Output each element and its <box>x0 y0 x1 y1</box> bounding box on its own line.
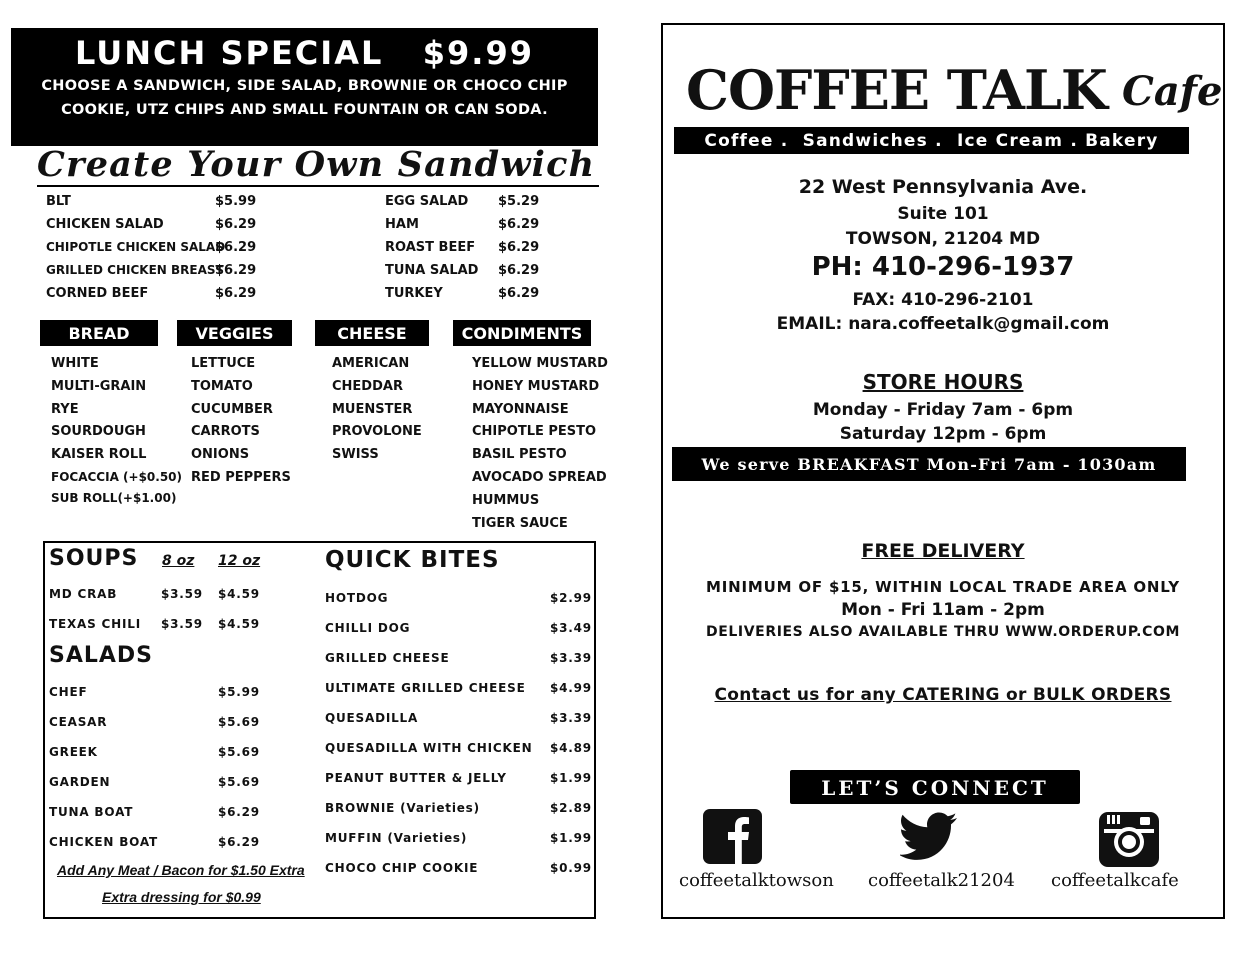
hours-saturday: Saturday 12pm - 6pm <box>839 424 1047 444</box>
lunch-special-line2: COOKIE, UTZ CHIPS AND SMALL FOUNTAIN OR CAN SODA. <box>61 102 548 118</box>
price: $6.29 <box>215 240 257 255</box>
soup-price-12oz: $4.59 <box>218 587 260 601</box>
create-sandwich-title: Create Your Own Sandwich <box>37 145 599 187</box>
quick-bite-price: $3.39 <box>550 711 592 725</box>
price: $5.29 <box>498 194 540 209</box>
list-item: ONIONS <box>191 447 250 463</box>
list-item: RED PEPPERS <box>191 469 291 485</box>
list-item: HUMMUS <box>472 492 540 508</box>
salad-name: GREEK <box>49 745 98 759</box>
list-item: FOCACCIA (+$0.50) <box>51 469 183 484</box>
cafe-tagline: Coffee . Sandwiches . Ice Cream . Bakery <box>674 127 1189 154</box>
quick-bite-name: BROWNIE (Varieties) <box>325 801 480 815</box>
quick-bite-name: MUFFIN (Varieties) <box>325 831 468 845</box>
quick-bite-name: CHILLI DOG <box>325 621 411 635</box>
lets-connect-banner: LET’S CONNECT <box>790 770 1080 804</box>
delivery-orderup: DELIVERIES ALSO AVAILABLE THRU WWW.ORDERUP.COM <box>706 624 1180 640</box>
quick-bite-price: $4.99 <box>550 681 592 695</box>
quick-bite-price: $1.99 <box>550 831 592 845</box>
list-item: GRILLED CHICKEN BREAST <box>46 263 224 277</box>
salad-name: CHICKEN BOAT <box>49 835 159 849</box>
facebook-handle[interactable]: coffeetalktowson <box>679 870 834 891</box>
price: $6.29 <box>215 286 257 301</box>
salad-price: $5.69 <box>218 775 260 789</box>
store-hours-title: STORE HOURS <box>862 370 1024 394</box>
list-item: HAM <box>385 217 419 232</box>
quick-bite-price: $2.99 <box>550 591 592 605</box>
bread-list <box>51 353 182 509</box>
salad-name: TUNA BOAT <box>49 805 134 819</box>
address-line2: Suite 101 <box>897 204 989 224</box>
sandwich-names-right <box>385 190 478 305</box>
salad-price: $5.99 <box>218 685 260 699</box>
salad-name: CEASAR <box>49 715 108 729</box>
quick-bite-name: QUESADILLA WITH CHICKEN <box>325 741 533 755</box>
price: $6.29 <box>498 263 540 278</box>
list-item: AMERICAN <box>332 356 410 371</box>
list-item: BASIL PESTO <box>472 447 567 463</box>
list-item: TUNA SALAD <box>385 263 479 278</box>
bread-header: BREAD <box>40 320 158 346</box>
list-item: CUCUMBER <box>191 401 273 417</box>
sandwich-prices-left <box>215 190 256 305</box>
soups-title: SOUPS <box>49 546 139 571</box>
quick-bite-price: $1.99 <box>550 771 592 785</box>
free-delivery-title: FREE DELIVERY <box>861 540 1025 562</box>
list-item: YELLOW MUSTARD <box>472 356 608 371</box>
list-item: CORNED BEEF <box>46 286 149 301</box>
condiments-list <box>472 353 608 535</box>
list-item: WHITE <box>51 356 99 371</box>
list-item: MULTI-GRAIN <box>51 378 147 394</box>
quick-bite-name: CHOCO CHIP COOKIE <box>325 861 479 875</box>
quick-bite-price: $3.39 <box>550 651 592 665</box>
price: $6.29 <box>215 263 257 278</box>
price: $6.29 <box>215 217 257 232</box>
quick-bite-name: GRILLED CHEESE <box>325 651 450 665</box>
quick-bite-price: $0.99 <box>550 861 592 875</box>
phone-number: PH: 410-296-1937 <box>811 252 1075 282</box>
sandwich-prices-right <box>498 190 539 305</box>
condiments-header: CONDIMENTS <box>453 320 591 346</box>
list-item: AVOCADO SPREAD <box>472 469 607 485</box>
address-line3: TOWSON, 21204 MD <box>845 229 1041 249</box>
quick-bite-price: $2.89 <box>550 801 592 815</box>
cheese-list <box>332 353 422 467</box>
quick-bite-price: $3.49 <box>550 621 592 635</box>
delivery-minimum: MINIMUM OF $15, WITHIN LOCAL TRADE AREA ONLY <box>706 578 1180 596</box>
list-item: CHICKEN SALAD <box>46 217 164 232</box>
twitter-handle[interactable]: coffeetalk21204 <box>868 870 1015 891</box>
quick-bite-name: QUESADILLA <box>325 711 419 725</box>
list-item: HONEY MUSTARD <box>472 378 600 394</box>
soup-size-8oz: 8 oz <box>162 553 195 569</box>
lunch-special-banner <box>11 28 598 146</box>
email-address: EMAIL: nara.coffeetalk@gmail.com <box>776 314 1110 334</box>
lunch-special-title: LUNCH SPECIAL $9.99 <box>75 34 534 72</box>
salad-name: CHEF <box>49 685 88 699</box>
price: $5.99 <box>215 194 257 209</box>
list-item: MUENSTER <box>332 401 413 417</box>
salad-price: $6.29 <box>218 805 260 819</box>
cafe-name: COFFEE TALK <box>686 58 1107 122</box>
cheese-header: CHEESE <box>315 320 429 346</box>
twitter-icon[interactable] <box>900 812 958 860</box>
list-item: CHEDDAR <box>332 378 403 394</box>
list-item: KAISER ROLL <box>51 447 147 463</box>
list-item: RYE <box>51 401 79 417</box>
salad-price: $6.29 <box>218 835 260 849</box>
list-item: EGG SALAD <box>385 194 469 209</box>
salad-note-dressing: Extra dressing for $0.99 <box>102 889 261 905</box>
soup-size-12oz: 12 oz <box>218 553 261 569</box>
price: $6.29 <box>498 286 540 301</box>
list-item: TOMATO <box>191 378 253 394</box>
quick-bite-name: ULTIMATE GRILLED CHEESE <box>325 681 526 695</box>
salads-title: SALADS <box>49 643 154 668</box>
list-item: ROAST BEEF <box>385 240 476 255</box>
instagram-icon[interactable] <box>1099 812 1159 867</box>
lunch-special-line1: CHOOSE A SANDWICH, SIDE SALAD, BROWNIE OR CHOCO CHIP <box>41 78 568 94</box>
sandwich-names-left <box>46 190 225 305</box>
breakfast-banner: We serve BREAKFAST Mon-Fri 7am - 1030am <box>672 447 1186 481</box>
cafe-word: Cafe <box>1122 68 1223 115</box>
salad-price: $5.69 <box>218 715 260 729</box>
list-item: CARROTS <box>191 424 260 440</box>
delivery-hours: Mon - Fri 11am - 2pm <box>841 600 1045 620</box>
list-item: PROVOLONE <box>332 424 422 440</box>
facebook-icon[interactable] <box>703 809 762 864</box>
fax-number: FAX: 410-296-2101 <box>852 290 1034 310</box>
instagram-handle[interactable]: coffeetalkcafe <box>1051 870 1179 891</box>
list-item: SUB ROLL(+$1.00) <box>51 490 177 505</box>
price: $6.29 <box>498 240 540 255</box>
soup-name: TEXAS CHILI <box>49 617 141 631</box>
salad-note-meat: Add Any Meat / Bacon for $1.50 Extra <box>57 862 305 878</box>
veggies-header: VEGGIES <box>177 320 292 346</box>
quick-bites-title: QUICK BITES <box>325 547 500 573</box>
soup-price-8oz: $3.59 <box>161 587 203 601</box>
price: $6.29 <box>498 217 540 232</box>
quick-bite-price: $4.89 <box>550 741 592 755</box>
list-item: TIGER SAUCE <box>472 515 568 531</box>
list-item: SWISS <box>332 447 379 463</box>
list-item: CHIPOTLE CHICKEN SALAD <box>46 240 226 254</box>
list-item: LETTUCE <box>191 356 256 371</box>
salad-price: $5.69 <box>218 745 260 759</box>
soup-price-12oz: $4.59 <box>218 617 260 631</box>
catering-link[interactable]: Contact us for any CATERING or BULK ORDERS <box>714 685 1172 705</box>
list-item: SOURDOUGH <box>51 424 146 440</box>
list-item: TURKEY <box>385 286 443 301</box>
hours-weekday: Monday - Friday 7am - 6pm <box>812 400 1074 420</box>
soup-name: MD CRAB <box>49 587 118 601</box>
veggies-list <box>191 353 291 490</box>
list-item: BLT <box>46 194 71 209</box>
quick-bite-name: HOTDOG <box>325 591 389 605</box>
list-item: CHIPOTLE PESTO <box>472 424 597 440</box>
soup-price-8oz: $3.59 <box>161 617 203 631</box>
salad-name: GARDEN <box>49 775 111 789</box>
address-line1: 22 West Pennsylvania Ave. <box>798 176 1088 198</box>
list-item: MAYONNAISE <box>472 401 569 417</box>
quick-bite-name: PEANUT BUTTER & JELLY <box>325 771 507 785</box>
